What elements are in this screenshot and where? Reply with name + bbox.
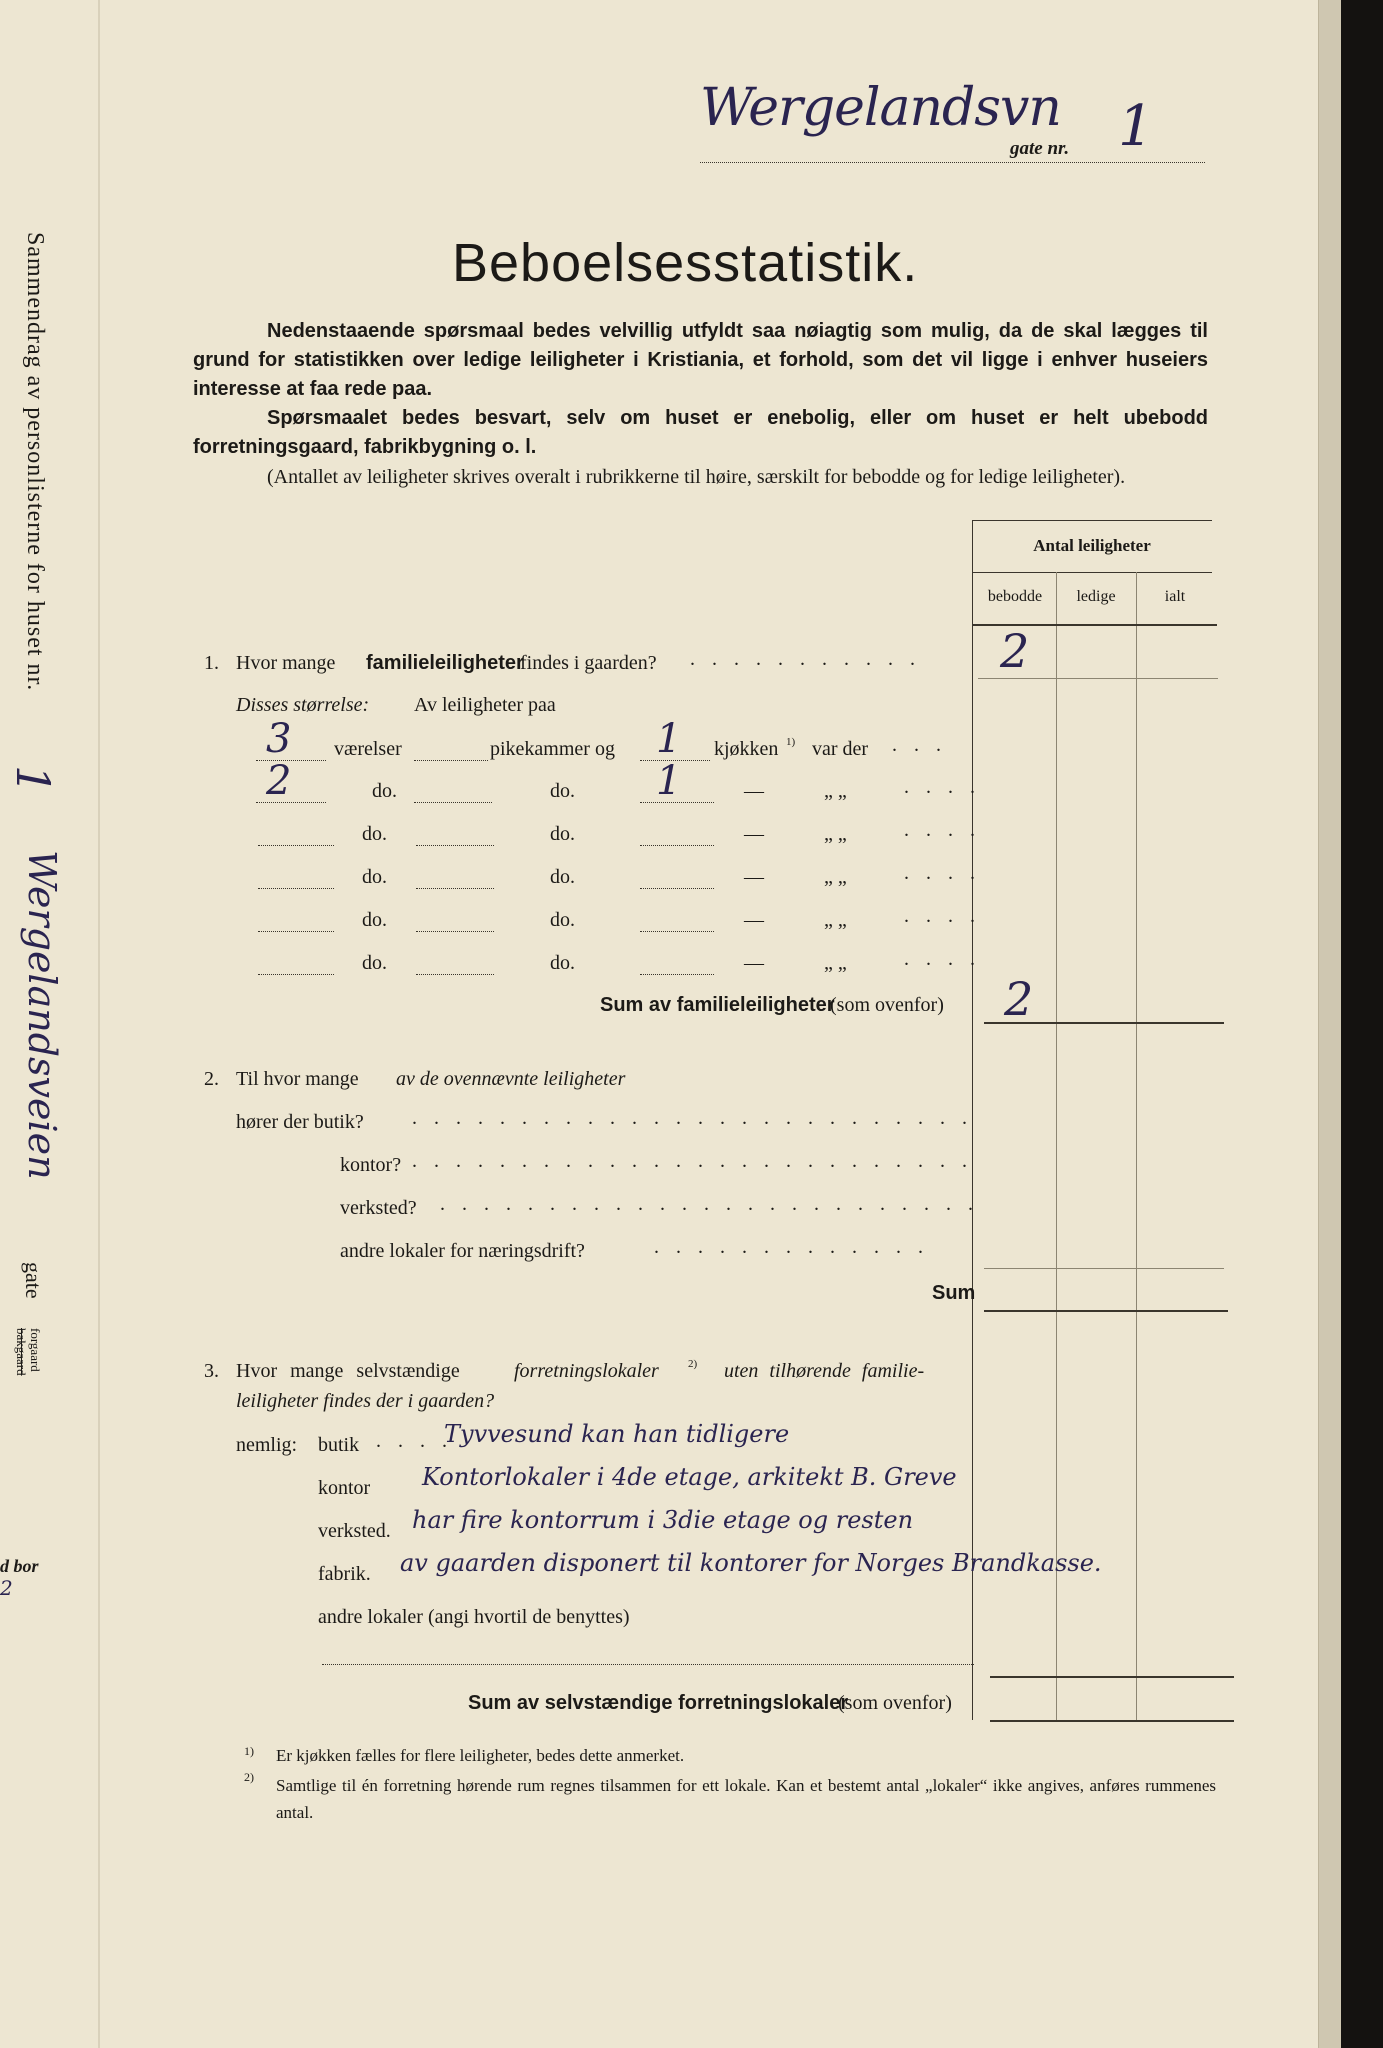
row2-pike-line [414,802,492,803]
row1-kjokken-value: 1 [656,716,682,762]
row2-kjokken-line [640,802,714,803]
footnote-1-mark: 1) [244,1744,254,1758]
gate-nr-label: gate nr. [1010,138,1070,159]
margin-street-handwritten: Wergelandsveien [20,850,64,1180]
table-title: Antal leiligheter [1033,536,1151,555]
margin-bor-value: 2 [0,1576,13,1600]
q3-verksted-label: verksted. [318,1520,391,1542]
q1-dot-leader: . . . . . . . . . . . [690,648,921,670]
row-q3-sum-rule [990,1720,1234,1722]
margin-gate-label: gate [21,1262,46,1299]
footnote-2: Samtlige til én forretning hørende rum regnes tilsammen for ett lokale. Kan et bestemt antal „lokaler“ ikke angives, anføres rummenes antal. [276,1776,1216,1822]
margin-bor-label: d bor [0,1556,39,1576]
page-title: Beboelsesstatistik. [452,233,919,293]
row5-dash: — [744,909,764,931]
q1-sum-bebodde: 2 [1004,972,1034,1026]
row6-do-b: do. [550,952,575,974]
margin-house-number: 1 [6,765,60,795]
row6-pike-line [416,974,494,975]
row3-dots: . . . . [904,819,981,841]
q1-sum-label: Sum av familieleiligheter [600,994,835,1016]
col-ledige-header: ledige [1076,588,1116,605]
row2-do-a: do. [372,780,397,802]
row2-vaerelser-value: 2 [266,758,292,804]
row1-vaerelser-label: værelser [334,738,402,760]
footnote-1: Er kjøkken fælles for flere leiligheter, bedes dette anmerket. [276,1746,685,1765]
row1-dots: . . . [892,734,947,756]
q3-line1-b: forretningslokaler [514,1360,659,1382]
row5-dots: . . . . [904,905,981,927]
q3-dots-butik: . . . . [376,1430,453,1452]
row3-kjokken-line [640,845,714,846]
row6-quote: „ „ [824,952,847,974]
q2-item-butik: hører der butik? [236,1111,364,1133]
q1-question-b: familieleiligheter [366,652,524,674]
row3-do-b: do. [550,823,575,845]
row3-dash: — [744,823,764,845]
row4-dash: — [744,866,764,888]
row2-do-b: do. [550,780,575,802]
q3-verksted-answer: har fire kontorrum i 3die etage og resten [412,1506,914,1534]
row2-vaerelser-line [256,802,326,803]
row5-kjokken-line [640,931,714,932]
col-bebodde-header: bebodde [987,588,1043,605]
margin-forgaard: forgaard [28,1328,43,1372]
margin-vertical-label: Sammendrag av personlisterne for huset nr. [22,232,48,692]
q2-sum-label: Sum [932,1282,976,1304]
q2-dots-verksted: . . . . . . . . . . . . . . . . . . . . . . . . . [440,1193,979,1215]
q2-number: 2. [204,1068,219,1090]
row1-vaerelser-value: 3 [266,716,292,762]
row3-vaerelser-line [258,845,334,846]
q3-andre-line [322,1664,974,1665]
q2-line1-b: av de ovennævnte leiligheter [396,1068,626,1090]
row6-dash: — [744,952,764,974]
q2-dots-andre: . . . . . . . . . . . . . [654,1236,929,1258]
intro-paragraph-2: Spørsmaalet bedes besvart, selv om huset er enebolig, eller om huset er helt ubebodd forretningsgaard, fabrikbygning o. l. [193,407,1208,458]
row-q2-sum-rule [984,1310,1228,1312]
row4-do-b: do. [550,866,575,888]
row6-dots: . . . . [904,948,981,970]
row1-tail: var der [812,738,869,760]
row4-do-a: do. [362,866,387,888]
row6-do-a: do. [362,952,387,974]
q3-sum-label-b: (som ovenfor) [838,1692,952,1714]
row2-dots: . . . . [904,776,981,798]
q3-line1-c: uten tilhørende familie- [724,1360,925,1382]
row3-do-a: do. [362,823,387,845]
page-edge [1318,0,1341,2048]
q3-footnote-ref: 2) [688,1358,698,1370]
q1-number: 1. [204,652,219,674]
row5-do-b: do. [550,909,575,931]
row3-quote: „ „ [824,823,847,845]
row1-pike-label: pikekammer og [490,738,615,760]
q3-fabrik-label: fabrik. [318,1563,371,1585]
q3-kontor-answer: Kontorlokaler i 4de etage, arkitekt B. Greve [422,1463,957,1491]
row5-pike-line [416,931,494,932]
house-number-handwritten: 1 [1118,94,1154,159]
page-fold [98,0,100,2048]
street-name-handwritten: Wergelandsvn [700,78,1061,138]
q2-item-verksted: verksted? [340,1197,417,1219]
row4-dots: . . . . [904,862,981,884]
row4-pike-line [416,888,494,889]
q3-andre-label: andre lokaler (angi hvortil de benyttes) [318,1606,630,1628]
row2-dash: — [744,780,764,802]
row-q1-rule [978,678,1218,679]
q3-sum-label: Sum av selvstændige forretningslokaler [468,1692,849,1714]
street-fill-line [700,162,1205,163]
q1-answer-bebodde: 2 [1000,624,1030,678]
row1-pike-line [414,760,488,761]
q2-dots-butik: . . . . . . . . . . . . . . . . . . . . . . . . . . [412,1107,973,1129]
q2-item-andre: andre lokaler for næringsdrift? [340,1240,585,1262]
q3-line2: leiligheter findes der i gaarden? [236,1390,495,1412]
q3-line1-a: Hvor mange selvstændige [236,1360,460,1382]
row3-pike-line [416,845,494,846]
row-q2-rule [984,1268,1224,1269]
row4-kjokken-line [640,888,714,889]
q1-question-c: findes i gaarden? [520,652,657,674]
row-q3-top-rule [990,1676,1234,1678]
table-col-rule-1 [1056,572,1057,1720]
row2-kjokken-value: 1 [656,758,682,804]
q2-line1-a: Til hvor mange [236,1068,359,1090]
q3-kontor-label: kontor [318,1477,371,1499]
q3-number: 3. [204,1360,219,1382]
row1-footnote-ref: 1) [786,736,796,748]
q3-butik-answer: Tyvvesund kan han tidligere [444,1420,790,1448]
row1-kjokken-label: kjøkken [714,738,779,760]
row6-kjokken-line [640,974,714,975]
row5-quote: „ „ [824,909,847,931]
row4-quote: „ „ [824,866,847,888]
row5-vaerelser-line [258,931,334,932]
q1-sum-label-b: (som ovenfor) [830,994,944,1016]
row5-do-a: do. [362,909,387,931]
margin-bakgaard: bakgaard [14,1328,29,1376]
q3-butik-label: butik [318,1434,360,1456]
row4-vaerelser-line [258,888,334,889]
intro-paragraph-1: Nedenstaaende spørsmaal bedes velvillig utfyldt saa nøiagtig som mulig, da de skal lægges til grund for statistikken over ledige leiligheter i Kristiania, et forhold, som det vil ligge i enhver huseiers interesse at faa rede paa. [193,320,1208,400]
table-col-rule-2 [1136,572,1137,1720]
col-ialt-header: ialt [1164,588,1186,605]
q1-question-a: Hvor mange [236,652,336,674]
table-top-rule [972,520,1212,521]
intro-paragraph-3: (Antallet av leiligheter skrives overalt i rubrikkerne til høire, særskilt for bebodde og for ledige leiligheter). [267,466,1126,488]
table-header-rule [972,572,1212,573]
q1-sizes-label: Disses størrelse: [236,694,370,716]
row2-quote: „ „ [824,780,847,802]
q2-item-kontor: kontor? [340,1154,402,1176]
q3-fabrik-answer: av gaarden disponert til kontorer for Norges Brandkasse. [400,1549,1102,1577]
q3-nemlig: nemlig: [236,1434,298,1456]
row6-vaerelser-line [258,974,334,975]
footnote-2-mark: 2) [244,1770,254,1784]
q2-dots-kontor: . . . . . . . . . . . . . . . . . . . . . . . . . . [412,1150,973,1172]
q1-sizes-text: Av leiligheter paa [414,694,556,716]
